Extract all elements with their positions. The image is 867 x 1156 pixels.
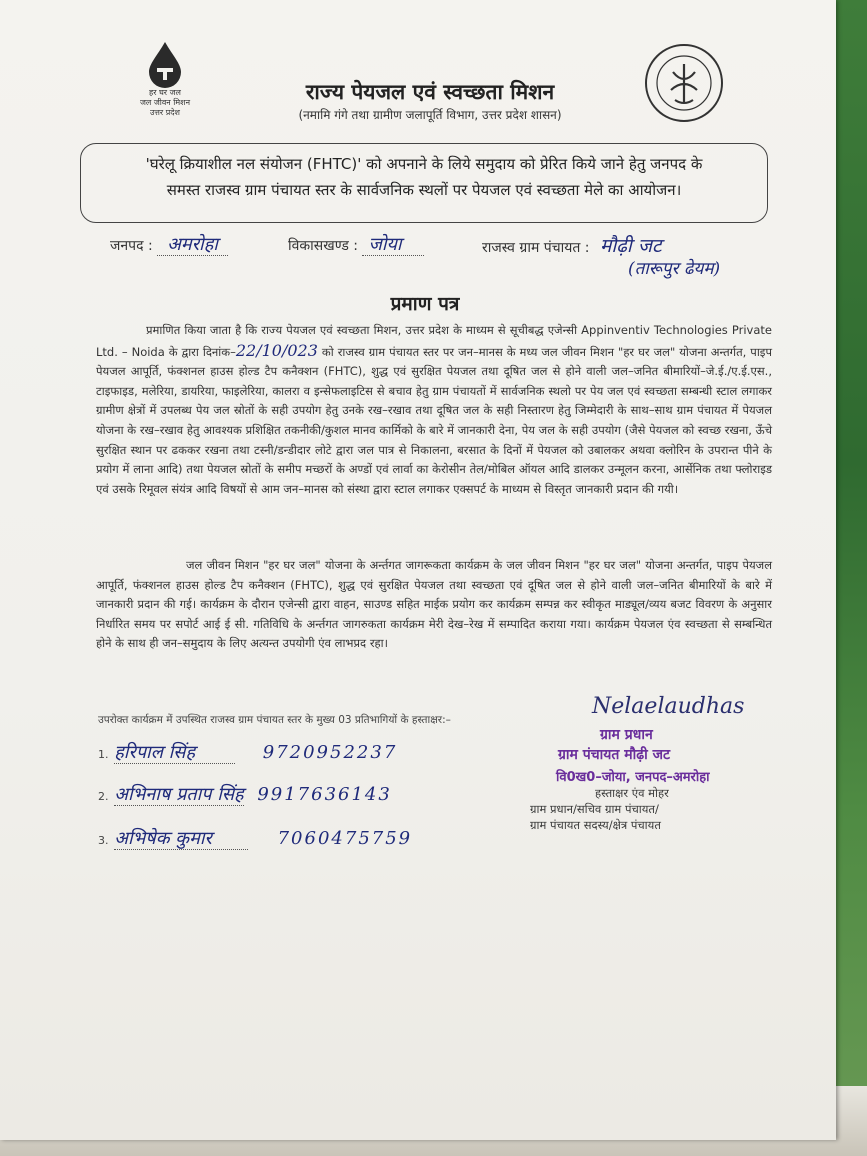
up-government-emblem [643, 42, 725, 124]
district-label: जनपद : [110, 238, 153, 254]
participant-phone: 9917636143 [257, 784, 392, 805]
paragraph-1-before-date: प्रमाणित किया जाता है कि राज्य पेयजल एवं स्वच्छता मिशन, उत्तर प्रदेश के माध्यम से सूचीबद्ध एजेन्सी Appinventiv Technologies Private Ltd. – Noida के द्वारा दिनांक– [96, 323, 772, 359]
participants-intro: उपरोक्त कार्यक्रम में उपस्थित राजस्व ग्राम पंचायत स्तर के मुख्य 03 प्रतिभागियों के हस्ताक्षर:– [98, 714, 451, 726]
participant-row-2 [98, 782, 392, 806]
district-value: अमरोहा [157, 234, 228, 256]
har-ghar-jal-logo [120, 40, 210, 118]
participant-phone: 9720952237 [262, 742, 398, 763]
caption-line-1: हस्ताक्षर एंव मोहर [595, 786, 669, 800]
panchayat-value: मौढ़ी जट [599, 235, 662, 257]
stamp-line-1: ग्राम प्रधान [600, 727, 653, 743]
participant-number: 2. [98, 790, 109, 803]
caption-line-3: ग्राम पंचायत सदस्य/क्षेत्र पंचायत [530, 818, 661, 832]
certificate-heading: प्रमाण पत्र [390, 293, 460, 315]
participant-row-3 [98, 826, 412, 850]
mission-subtitle: (नमामि गंगे तथा ग्रामीण जलापूर्ति विभाग, उत्तर प्रदेश शासन) [298, 108, 562, 122]
stamp-line-3: वि0ख0–जोया, जनपद–अमरोहा [556, 770, 710, 785]
participant-row-1 [98, 740, 397, 764]
panchayat-label: राजस्व ग्राम पंचायत : [482, 240, 590, 256]
participant-name: हरिपाल सिंह [114, 742, 235, 764]
panchayat-field [482, 232, 662, 258]
paragraph-2: जल जीवन मिशन "हर घर जल" योजना के अर्न्तगत जागरूकता कार्यक्रम के जल जीवन मिशन "हर घर जल" योजना अन्तर्गत, पाइप पेयजल आपूर्ति, फंक्शनल हाउस होल्ड टैप कनैक्शन (FHTC), शुद्ध एवं सुरक्षित पेयजल तथा स्वच्छता एवं दूषित जल से होने वाली जल–जनित बीमारियों के बारे में जानकारी प्रदान की गई। कार्यक्रम के दौरान एजेन्सी द्वारा वाहन, साउण्ड सहित माईक प्रयोग कर कार्यक्रम सम्पन्न कर स्वीकृत माड्यूल/व्यय बजट विवरण के अनुसार निर्धारित समय पर सपोर्ट आई ई सी. गतिविधि के अर्न्तगत जागरुकता कार्यक्रम मेरी देख–रेख में सम्पादित कराया गया। कार्यक्रम पेयजल एंव स्वच्छता से सम्बन्धित होने के साथ ही जन–समुदाय के लिए अत्यन्त उपयोगी एंव लाभप्रद रहा। [96, 558, 772, 651]
participant-number: 1. [98, 748, 109, 761]
pradhan-signature: Nelaelaudhas [592, 694, 745, 719]
block-label: विकासखण्ड : [288, 238, 359, 254]
notice-text [90, 151, 758, 203]
block-value: जोया [362, 234, 423, 256]
paragraph-1-after-date: को राजस्व ग्राम पंचायत स्तर पर जन–मानस के मध्य जल जीवन मिशन "हर घर जल" योजना अन्तर्गत, पाइप पेयजल आपूर्ति, फंक्शनल हाउस होल्ड टैप कनैक्शन (FHTC), शुद्ध एवं सुरक्षित पेयजल तथा दूषित जल से होने वाली जल–जनित बीमारियों–जे.ई./ए.ई.एस., टाइफाइड, मलेरिया, डायरिया, फाइलेरिया, कालरा व इन्सेफलाइटिस से बचाव हेतु ग्राम पंचायतों में सार्वजनिक स्थलो पर पेय जल एवं स्वच्छता सम्बन्धी स्टाल लगाकर ग्रामीण क्षेत्रों में उपलब्ध पेय जल स्रोतों के सही उपयोग हेतु उनके रख–रखाव तथा दूषित जल के सही निस्तारण हेतु जिम्मेदारी के साथ–साथ ग्राम पंचायत में पेयजल योजना के रख–रखाव हेतु आवश्यक प्रशिक्षित तकनीकी/कुशल मानव कार्मिको के बारे में जानकारी देना, पेय जल के सही उपयोग (जैसे पेयजल को स्वच्छ रखना, ऊँचे सुरक्षित स्थान पर ढककर रखना तथा टस्नी/डन्डीदार लोटे द्वारा जल पात्र से निकालना, बरसात के दिनों में पेयजल को उबालकर अथवा क्लोरिन के उपरान्त पीने के प्रयोग में लाना आदि) तथा पेयजल स्रोतों के समीप मच्छरों के अण्डों एवं लार्वा का केरोसीन तेल/मोबिल ऑयल आदि डालकर उन्मूलन करना, आर्सेनिक तथा फ्लोराइड एवं उसके रिमूवल संयंत्र आदि विषयों से आम जन–मानस को संस्था द्वारा स्टाल लगाकर एक्सपर्ट के माध्यम से विस्तृत जानकारी प्रदान की गयी। [96, 344, 772, 496]
panchayat-value-line2: (तारूपुर ढेयम) [628, 259, 721, 279]
mission-title: राज्य पेयजल एवं स्वच्छता मिशन [305, 80, 555, 104]
stamp-line-2: ग्राम पंचायत मौढ़ी जट [558, 747, 671, 763]
participant-number: 3. [98, 834, 109, 847]
logo-caption-3: उत्तर प्रदेश [150, 108, 180, 117]
participant-phone: 7060475759 [277, 828, 413, 849]
notice-line-2: समस्त राजस्व ग्राम पंचायत स्तर के सार्वजनिक स्थलों पर पेयजल एवं स्वच्छता मेले का आयोजन। [166, 181, 682, 199]
participant-name: अभिनाष प्रताप सिंह [114, 784, 244, 805]
district-field [110, 232, 228, 256]
water-drop-icon [145, 40, 185, 88]
participant-name: अभिषेक कुमार [114, 828, 248, 850]
certificate-date: 22/10/023 [235, 340, 318, 360]
paragraph-1 [96, 321, 772, 499]
notice-line-1: 'घरेलू क्रियाशील नल संयोजन (FHTC)' को अपनाने के लिये समुदाय को प्रेरित किये जाने हेतु जनपद के [145, 155, 703, 173]
logo-caption-1: हर घर जल [149, 88, 181, 97]
block-field [288, 232, 424, 256]
caption-line-2: ग्राम प्रधान/सचिव ग्राम पंचायत/ [530, 802, 659, 816]
logo-caption-2: जल जीवन मिशन [139, 98, 191, 107]
